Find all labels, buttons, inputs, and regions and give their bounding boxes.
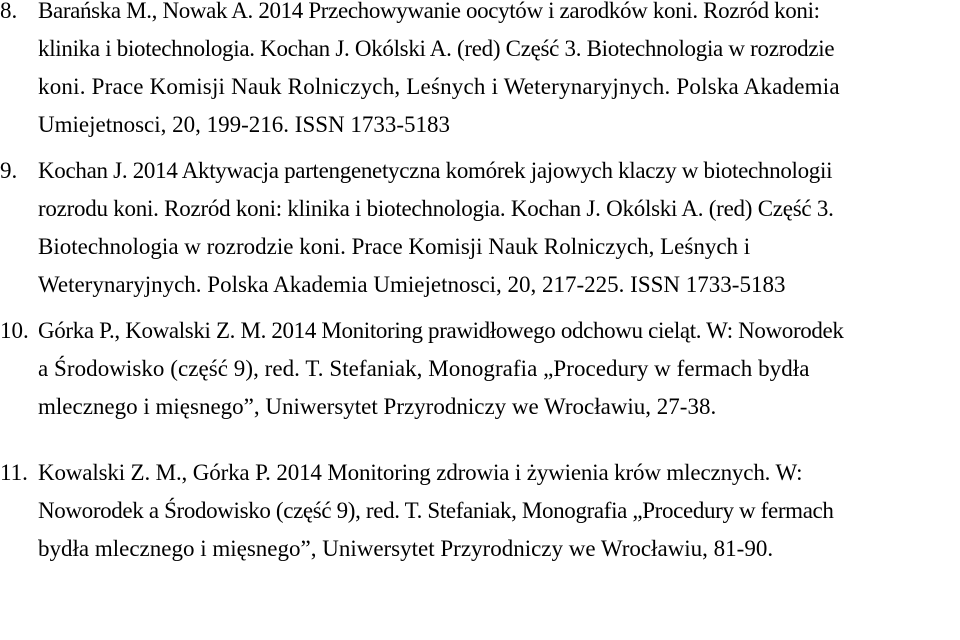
reference-line: Kochan J. 2014 Aktywacja partengenetyczna komórek jajowych klaczy w biotechnologii <box>38 158 833 183</box>
reference-line: bydła mlecznego i mięsnego”, Uniwersytet Przyrodniczy we Wrocławiu, 81-90. <box>38 536 774 561</box>
reference-line: a Środowisko (część 9), red. T. Stefaniak, Monografia „Procedury w fermach bydła <box>38 356 810 381</box>
reference-number: 8. <box>0 0 18 23</box>
reference-number: 10. <box>0 318 29 343</box>
reference-line: Umiejetnosci, 20, 199-216. ISSN 1733-5183 <box>38 112 451 137</box>
reference-line: klinika i biotechnologia. Kochan J. Okólski A. (red) Część 3. Biotechnologia w rozrodzie <box>38 36 835 61</box>
reference-line: rozrodu koni. Rozród koni: klinika i biotechnologia. Kochan J. Okólski A. (red) Część 3. <box>38 196 834 221</box>
reference-line: Górka P., Kowalski Z. M. 2014 Monitoring prawidłowego odchowu cieląt. W: Noworodek <box>38 318 844 343</box>
reference-line: Kowalski Z. M., Górka P. 2014 Monitoring zdrowia i żywienia krów mlecznych. W: <box>38 460 803 485</box>
reference-line: Barańska M., Nowak A. 2014 Przechowywanie oocytów i zarodków koni. Rozród koni: <box>38 0 820 23</box>
reference-line: mlecznego i mięsnego”, Uniwersytet Przyrodniczy we Wrocławiu, 27-38. <box>38 394 717 419</box>
reference-line: Noworodek a Środowisko (część 9), red. T. Stefaniak, Monografia „Procedury w fermach <box>38 498 834 523</box>
reference-line: Biotechnologia w rozrodzie koni. Prace Komisji Nauk Rolniczych, Leśnych i <box>38 234 751 259</box>
reference-line: Weterynaryjnych. Polska Akademia Umiejetnosci, 20, 217-225. ISSN 1733-5183 <box>38 272 786 297</box>
reference-number: 9. <box>0 158 18 183</box>
reference-line: koni. Prace Komisji Nauk Rolniczych, Leśnych i Weterynaryjnych. Polska Akademia <box>38 74 840 99</box>
reference-number: 11. <box>0 460 28 485</box>
